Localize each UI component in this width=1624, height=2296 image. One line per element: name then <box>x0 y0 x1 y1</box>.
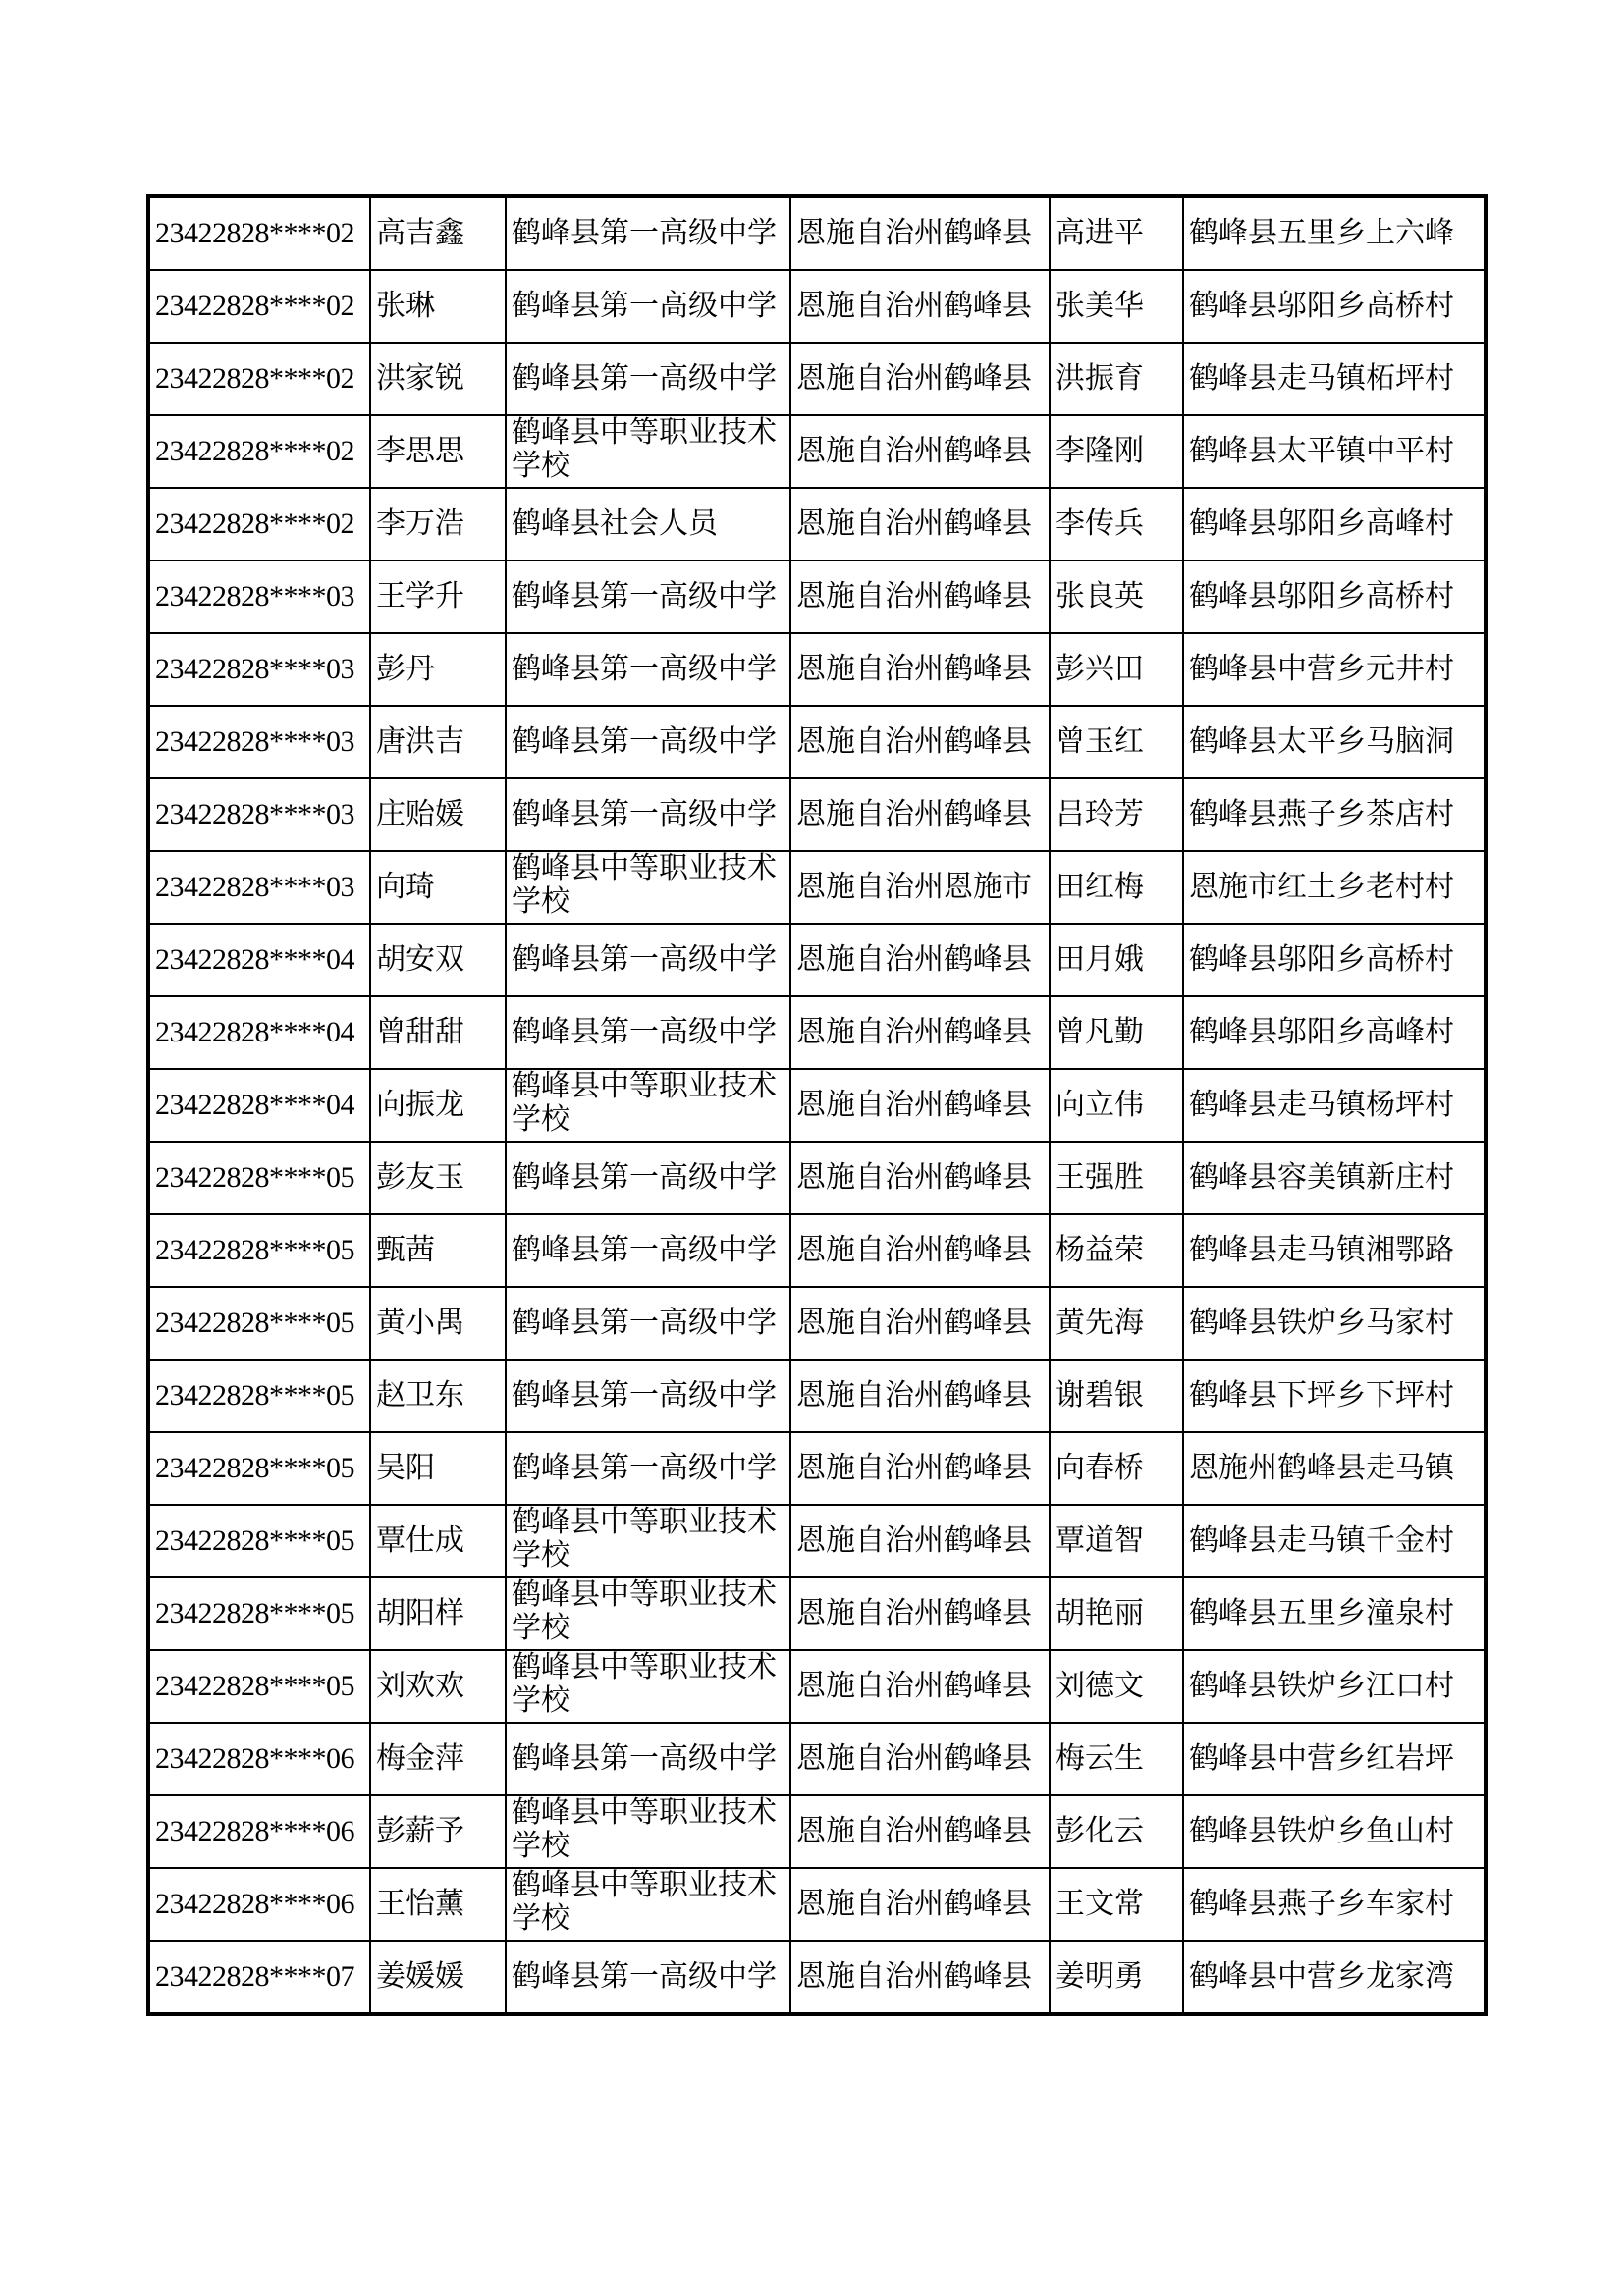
id-cell: 23422828****06 <box>148 1868 370 1941</box>
id-cell: 23422828****02 <box>148 415 370 488</box>
name-cell: 李思思 <box>370 415 506 488</box>
address-cell: 恩施州鹤峰县走马镇 <box>1183 1432 1486 1505</box>
table-row <box>148 1505 1486 1577</box>
school-cell: 鹤峰县中等职业技术学校 <box>506 415 790 488</box>
guardian-cell: 黄先海 <box>1050 1287 1183 1360</box>
name-cell: 彭薪予 <box>370 1795 506 1868</box>
school-cell: 鹤峰县中等职业技术学校 <box>506 1868 790 1941</box>
address-cell: 鹤峰县五里乡上六峰 <box>1183 196 1486 270</box>
guardian-cell: 高进平 <box>1050 196 1183 270</box>
guardian-cell: 王强胜 <box>1050 1142 1183 1214</box>
table-row <box>148 415 1486 488</box>
address-cell: 鹤峰县走马镇千金村 <box>1183 1505 1486 1577</box>
guardian-cell: 李隆刚 <box>1050 415 1183 488</box>
name-cell: 王学升 <box>370 561 506 633</box>
guardian-cell: 胡艳丽 <box>1050 1577 1183 1650</box>
id-cell: 23422828****06 <box>148 1723 370 1795</box>
guardian-cell: 梅云生 <box>1050 1723 1183 1795</box>
school-cell: 鹤峰县第一高级中学 <box>506 924 790 996</box>
table-row <box>148 561 1486 633</box>
name-cell: 彭友玉 <box>370 1142 506 1214</box>
guardian-cell: 张良英 <box>1050 561 1183 633</box>
name-cell: 覃仕成 <box>370 1505 506 1577</box>
name-cell: 吴阳 <box>370 1432 506 1505</box>
id-cell: 23422828****05 <box>148 1650 370 1723</box>
address-cell: 鹤峰县铁炉乡江口村 <box>1183 1650 1486 1723</box>
region-cell: 恩施自治州鹤峰县 <box>790 1360 1050 1432</box>
id-cell: 23422828****04 <box>148 924 370 996</box>
id-cell: 23422828****05 <box>148 1360 370 1432</box>
guardian-cell: 李传兵 <box>1050 488 1183 561</box>
school-cell: 鹤峰县第一高级中学 <box>506 1723 790 1795</box>
region-cell: 恩施自治州鹤峰县 <box>790 1577 1050 1650</box>
region-cell: 恩施自治州鹤峰县 <box>790 488 1050 561</box>
guardian-cell: 刘德文 <box>1050 1650 1183 1723</box>
address-cell: 恩施市红土乡老村村 <box>1183 851 1486 924</box>
id-cell: 23422828****02 <box>148 196 370 270</box>
id-cell: 23422828****03 <box>148 561 370 633</box>
school-cell: 鹤峰县第一高级中学 <box>506 1142 790 1214</box>
table-row <box>148 270 1486 343</box>
region-cell: 恩施自治州鹤峰县 <box>790 1069 1050 1142</box>
school-cell: 鹤峰县第一高级中学 <box>506 996 790 1069</box>
table-row <box>148 1287 1486 1360</box>
id-cell: 23422828****03 <box>148 633 370 706</box>
school-cell: 鹤峰县第一高级中学 <box>506 561 790 633</box>
guardian-cell: 张美华 <box>1050 270 1183 343</box>
table-row <box>148 1069 1486 1142</box>
table-row <box>148 633 1486 706</box>
guardian-cell: 向立伟 <box>1050 1069 1183 1142</box>
school-cell: 鹤峰县第一高级中学 <box>506 706 790 778</box>
region-cell: 恩施自治州鹤峰县 <box>790 1868 1050 1941</box>
region-cell: 恩施自治州鹤峰县 <box>790 1795 1050 1868</box>
region-cell: 恩施自治州鹤峰县 <box>790 343 1050 415</box>
school-cell: 鹤峰县第一高级中学 <box>506 1941 790 2014</box>
school-cell: 鹤峰县第一高级中学 <box>506 633 790 706</box>
address-cell: 鹤峰县下坪乡下坪村 <box>1183 1360 1486 1432</box>
region-cell: 恩施自治州鹤峰县 <box>790 415 1050 488</box>
region-cell: 恩施自治州鹤峰县 <box>790 924 1050 996</box>
address-cell: 鹤峰县中营乡元井村 <box>1183 633 1486 706</box>
guardian-cell: 王文常 <box>1050 1868 1183 1941</box>
region-cell: 恩施自治州鹤峰县 <box>790 1142 1050 1214</box>
table-row <box>148 851 1486 924</box>
id-cell: 23422828****03 <box>148 778 370 851</box>
region-cell: 恩施自治州鹤峰县 <box>790 996 1050 1069</box>
table-row <box>148 196 1486 270</box>
table-row <box>148 706 1486 778</box>
table-row <box>148 924 1486 996</box>
name-cell: 彭丹 <box>370 633 506 706</box>
name-cell: 黄小禺 <box>370 1287 506 1360</box>
address-cell: 鹤峰县邬阳乡高峰村 <box>1183 996 1486 1069</box>
name-cell: 姜媛媛 <box>370 1941 506 2014</box>
address-cell: 鹤峰县走马镇杨坪村 <box>1183 1069 1486 1142</box>
name-cell: 赵卫东 <box>370 1360 506 1432</box>
guardian-cell: 谢碧银 <box>1050 1360 1183 1432</box>
id-cell: 23422828****04 <box>148 996 370 1069</box>
name-cell: 唐洪吉 <box>370 706 506 778</box>
school-cell: 鹤峰县社会人员 <box>506 488 790 561</box>
table-row <box>148 1360 1486 1432</box>
region-cell: 恩施自治州鹤峰县 <box>790 778 1050 851</box>
guardian-cell: 曾凡勤 <box>1050 996 1183 1069</box>
table-row <box>148 1142 1486 1214</box>
guardian-cell: 彭化云 <box>1050 1795 1183 1868</box>
guardian-cell: 姜明勇 <box>1050 1941 1183 2014</box>
guardian-cell: 覃道智 <box>1050 1505 1183 1577</box>
guardian-cell: 向春桥 <box>1050 1432 1183 1505</box>
region-cell: 恩施自治州鹤峰县 <box>790 1287 1050 1360</box>
name-cell: 张琳 <box>370 270 506 343</box>
table-row <box>148 1214 1486 1287</box>
region-cell: 恩施自治州鹤峰县 <box>790 706 1050 778</box>
roster-body <box>148 196 1486 2014</box>
region-cell: 恩施自治州鹤峰县 <box>790 561 1050 633</box>
table-row <box>148 1432 1486 1505</box>
table-row <box>148 343 1486 415</box>
name-cell: 王怡薰 <box>370 1868 506 1941</box>
region-cell: 恩施自治州恩施市 <box>790 851 1050 924</box>
id-cell: 23422828****02 <box>148 270 370 343</box>
name-cell: 刘欢欢 <box>370 1650 506 1723</box>
id-cell: 23422828****03 <box>148 706 370 778</box>
guardian-cell: 吕玲芳 <box>1050 778 1183 851</box>
id-cell: 23422828****06 <box>148 1795 370 1868</box>
school-cell: 鹤峰县中等职业技术学校 <box>506 1505 790 1577</box>
name-cell: 向振龙 <box>370 1069 506 1142</box>
guardian-cell: 洪振育 <box>1050 343 1183 415</box>
school-cell: 鹤峰县第一高级中学 <box>506 1360 790 1432</box>
region-cell: 恩施自治州鹤峰县 <box>790 1432 1050 1505</box>
table-row <box>148 996 1486 1069</box>
name-cell: 曾甜甜 <box>370 996 506 1069</box>
region-cell: 恩施自治州鹤峰县 <box>790 1214 1050 1287</box>
student-roster-table <box>146 194 1488 2016</box>
address-cell: 鹤峰县燕子乡车家村 <box>1183 1868 1486 1941</box>
address-cell: 鹤峰县容美镇新庄村 <box>1183 1142 1486 1214</box>
region-cell: 恩施自治州鹤峰县 <box>790 196 1050 270</box>
address-cell: 鹤峰县中营乡红岩坪 <box>1183 1723 1486 1795</box>
guardian-cell: 田月娥 <box>1050 924 1183 996</box>
address-cell: 鹤峰县邬阳乡高峰村 <box>1183 488 1486 561</box>
school-cell: 鹤峰县第一高级中学 <box>506 343 790 415</box>
table-row <box>148 1650 1486 1723</box>
id-cell: 23422828****05 <box>148 1214 370 1287</box>
region-cell: 恩施自治州鹤峰县 <box>790 1941 1050 2014</box>
name-cell: 胡安双 <box>370 924 506 996</box>
address-cell: 鹤峰县中营乡龙家湾 <box>1183 1941 1486 2014</box>
table-row <box>148 778 1486 851</box>
school-cell: 鹤峰县第一高级中学 <box>506 270 790 343</box>
id-cell: 23422828****02 <box>148 488 370 561</box>
id-cell: 23422828****03 <box>148 851 370 924</box>
guardian-cell: 杨益荣 <box>1050 1214 1183 1287</box>
address-cell: 鹤峰县走马镇柘坪村 <box>1183 343 1486 415</box>
table-row <box>148 1941 1486 2014</box>
table-row <box>148 1723 1486 1795</box>
guardian-cell: 曾玉红 <box>1050 706 1183 778</box>
school-cell: 鹤峰县第一高级中学 <box>506 1214 790 1287</box>
school-cell: 鹤峰县第一高级中学 <box>506 1287 790 1360</box>
guardian-cell: 彭兴田 <box>1050 633 1183 706</box>
id-cell: 23422828****05 <box>148 1432 370 1505</box>
school-cell: 鹤峰县中等职业技术学校 <box>506 1069 790 1142</box>
address-cell: 鹤峰县邬阳乡高桥村 <box>1183 561 1486 633</box>
address-cell: 鹤峰县太平乡马脑洞 <box>1183 706 1486 778</box>
name-cell: 李万浩 <box>370 488 506 561</box>
address-cell: 鹤峰县邬阳乡高桥村 <box>1183 924 1486 996</box>
name-cell: 洪家锐 <box>370 343 506 415</box>
id-cell: 23422828****07 <box>148 1941 370 2014</box>
region-cell: 恩施自治州鹤峰县 <box>790 1650 1050 1723</box>
school-cell: 鹤峰县第一高级中学 <box>506 1432 790 1505</box>
name-cell: 梅金萍 <box>370 1723 506 1795</box>
school-cell: 鹤峰县中等职业技术学校 <box>506 851 790 924</box>
school-cell: 鹤峰县中等职业技术学校 <box>506 1577 790 1650</box>
school-cell: 鹤峰县第一高级中学 <box>506 196 790 270</box>
name-cell: 胡阳样 <box>370 1577 506 1650</box>
name-cell: 甄茜 <box>370 1214 506 1287</box>
id-cell: 23422828****05 <box>148 1577 370 1650</box>
address-cell: 鹤峰县铁炉乡马家村 <box>1183 1287 1486 1360</box>
name-cell: 庄贻媛 <box>370 778 506 851</box>
id-cell: 23422828****05 <box>148 1287 370 1360</box>
region-cell: 恩施自治州鹤峰县 <box>790 633 1050 706</box>
table-row <box>148 488 1486 561</box>
guardian-cell: 田红梅 <box>1050 851 1183 924</box>
id-cell: 23422828****05 <box>148 1142 370 1214</box>
name-cell: 向琦 <box>370 851 506 924</box>
id-cell: 23422828****04 <box>148 1069 370 1142</box>
name-cell: 高吉鑫 <box>370 196 506 270</box>
table-row <box>148 1868 1486 1941</box>
address-cell: 鹤峰县五里乡潼泉村 <box>1183 1577 1486 1650</box>
address-cell: 鹤峰县太平镇中平村 <box>1183 415 1486 488</box>
id-cell: 23422828****05 <box>148 1505 370 1577</box>
address-cell: 鹤峰县铁炉乡鱼山村 <box>1183 1795 1486 1868</box>
address-cell: 鹤峰县走马镇湘鄂路 <box>1183 1214 1486 1287</box>
school-cell: 鹤峰县中等职业技术学校 <box>506 1650 790 1723</box>
region-cell: 恩施自治州鹤峰县 <box>790 1723 1050 1795</box>
address-cell: 鹤峰县邬阳乡高桥村 <box>1183 270 1486 343</box>
table-row <box>148 1577 1486 1650</box>
id-cell: 23422828****02 <box>148 343 370 415</box>
school-cell: 鹤峰县第一高级中学 <box>506 778 790 851</box>
address-cell: 鹤峰县燕子乡茶店村 <box>1183 778 1486 851</box>
region-cell: 恩施自治州鹤峰县 <box>790 1505 1050 1577</box>
school-cell: 鹤峰县中等职业技术学校 <box>506 1795 790 1868</box>
region-cell: 恩施自治州鹤峰县 <box>790 270 1050 343</box>
table-row <box>148 1795 1486 1868</box>
